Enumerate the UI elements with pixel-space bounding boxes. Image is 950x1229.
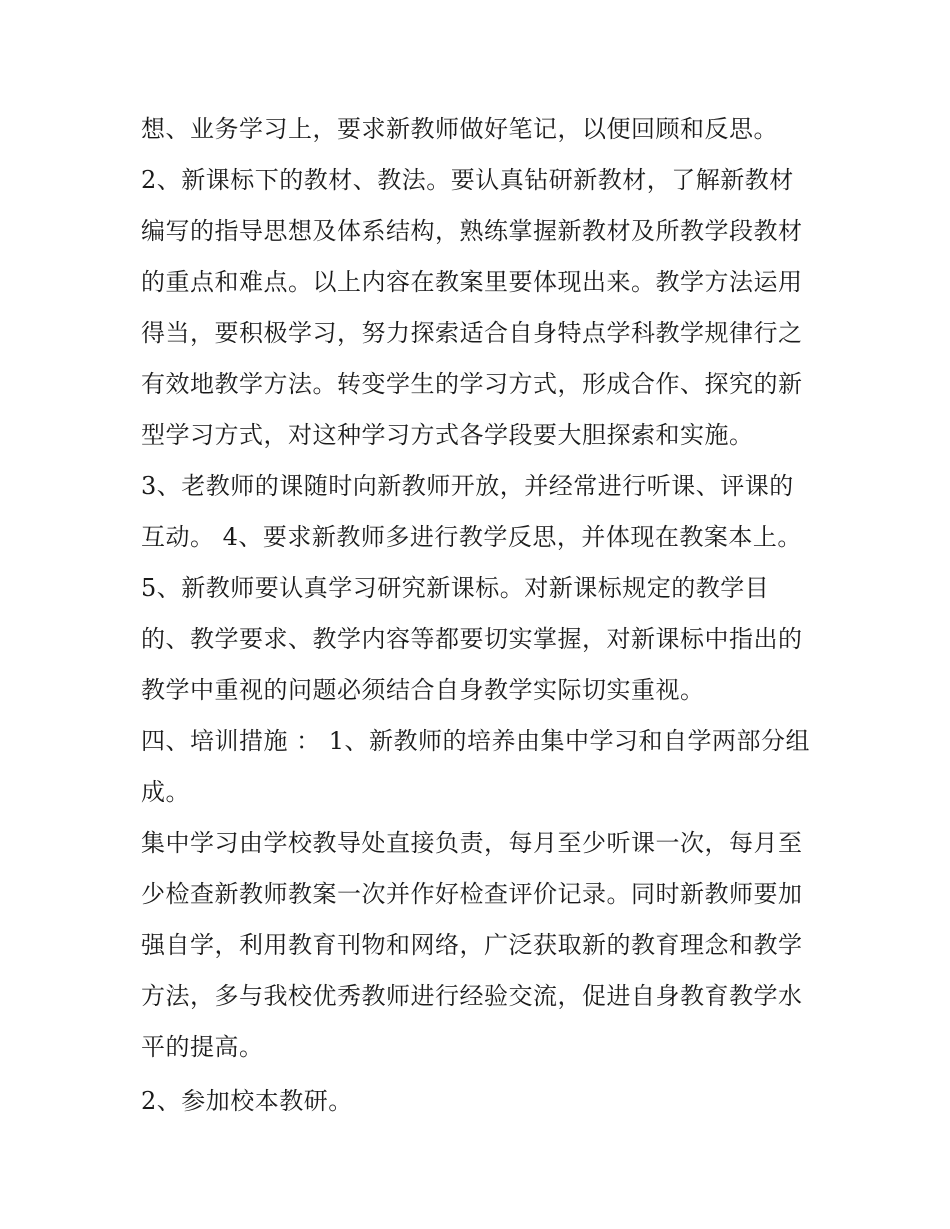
text-line: 型学习方式，对这种学习方式各学段要大胆探索和实施。	[141, 421, 754, 449]
text-line: 想、业务学习上，要求新教师做好笔记，以便回顾和反思。	[141, 115, 778, 143]
text-line: 2、参加校本教研。	[141, 1087, 353, 1115]
text-line: 5、新教师要认真学习研究新课标。对新课标规定的教学目	[141, 574, 770, 602]
text-line: 四、培训措施 ： 1、新教师的培养由集中学习和自学两部分组	[141, 727, 811, 755]
text-line: 方法，多与我校优秀教师进行经验交流，促进自身教育教学水	[141, 982, 803, 1010]
text-line: 平的提高。	[141, 1033, 264, 1061]
text-line: 教学中重视的问题必须结合自身教学实际切实重视。	[141, 676, 705, 704]
text-line: 编写的指导思想及体系结构，熟练掌握新教材及所教学段教材	[141, 217, 803, 245]
text-line: 集中学习由学校教导处直接负责，每月至少听课一次，每月至	[141, 829, 803, 857]
text-line: 的重点和难点。以上内容在教案里要体现出来。教学方法运用	[141, 268, 803, 296]
text-line: 的、教学要求、教学内容等都要切实掌握，对新课标中指出的	[141, 625, 803, 653]
text-line: 成。	[141, 778, 190, 806]
text-line: 少检查新教师教案一次并作好检查评价记录。同时新教师要加	[141, 880, 803, 908]
text-line: 2、新课标下的教材、教法。要认真钻研新教材，了解新教材	[141, 166, 794, 194]
text-line: 互动。 4、要求新教师多进行教学反思，并体现在教案本上。	[141, 523, 802, 551]
text-line: 3、老教师的课随时向新教师开放，并经常进行听课、评课的	[141, 472, 794, 500]
text-line: 强自学，利用教育刊物和网络，广泛获取新的教育理念和教学	[141, 931, 803, 959]
text-line: 得当，要积极学习，努力探索适合自身特点学科教学规律行之	[141, 319, 803, 347]
text-line: 有效地教学方法。转变学生的学习方式，形成合作、探究的新	[141, 370, 803, 398]
body-text	[141, 108, 821, 1131]
